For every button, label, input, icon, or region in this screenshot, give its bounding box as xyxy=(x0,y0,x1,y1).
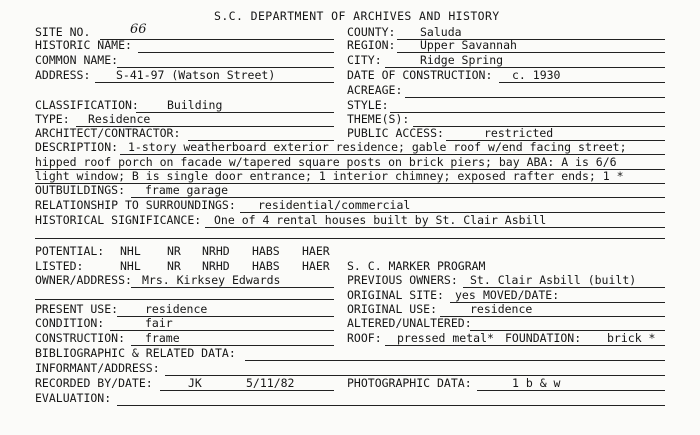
form-header: S.C. DEPARTMENT OF ARCHIVES AND HISTORY xyxy=(214,9,500,23)
potential-label: POTENTIAL: xyxy=(35,244,105,258)
owner-line xyxy=(131,287,334,288)
type-value: Residence xyxy=(88,112,151,126)
recorded-date: 5/11/82 xyxy=(246,376,295,390)
roof-line xyxy=(385,345,665,346)
original-site-value: yes xyxy=(455,288,476,302)
historic-name-label: HISTORIC NAME: xyxy=(35,38,132,52)
classification-line xyxy=(136,112,334,113)
marker-program: S. C. MARKER PROGRAM xyxy=(347,259,486,273)
significance-rule-2 xyxy=(35,238,665,239)
listed-label: LISTED: xyxy=(35,259,84,273)
significance-value: One of 4 rental houses built by St. Clair Asbill xyxy=(214,213,547,227)
previous-owners-value: St. Clair Asbill (built) xyxy=(470,273,637,287)
region-label: REGION: xyxy=(347,38,396,52)
roof-value: pressed metal* xyxy=(397,331,494,345)
foundation-value: brick * xyxy=(607,331,656,345)
city-label: CITY: xyxy=(347,53,382,67)
description-line-3: light window; B is single door entrance; 1 interior chimney; exposed rafter ends; 1 * xyxy=(35,169,624,183)
city-value: Ridge Spring xyxy=(420,53,504,67)
significance-line xyxy=(205,227,665,228)
significance-label: HISTORICAL SIGNIFICANCE: xyxy=(35,213,202,227)
owner-label: OWNER/ADDRESS: xyxy=(35,273,132,287)
description-line-1: 1-story weatherboard exterior residence; gable roof w/end facing street; xyxy=(128,140,627,154)
acreage-label: ACREAGE: xyxy=(347,83,403,97)
potential-nr: NR xyxy=(167,244,181,258)
foundation-label: FOUNDATION: xyxy=(505,331,582,345)
description-rule-3 xyxy=(35,183,665,184)
altered-label: ALTERED/UNALTERED: xyxy=(347,316,472,330)
relationship-label: RELATIONSHIP TO SURROUNDINGS: xyxy=(35,198,236,212)
owner-rule-2 xyxy=(35,299,334,300)
historic-name-line xyxy=(138,52,334,53)
bibliographic-label: BIBLIOGRAPHIC & RELATED DATA: xyxy=(35,346,236,360)
style-label: STYLE: xyxy=(347,98,389,112)
owner-value: Mrs. Kirksey Edwards xyxy=(142,273,281,287)
condition-line xyxy=(110,330,334,331)
outbuildings-value: frame garage xyxy=(145,183,229,197)
evaluation-line xyxy=(117,405,665,406)
potential-haer: HAER xyxy=(302,244,330,258)
address-label: ADDRESS: xyxy=(35,68,91,82)
listed-nhl: NHL xyxy=(120,259,141,273)
description-line-2: hipped roof porch on facade w/tapered square posts on brick piers; bay ABA: A is 6/6 xyxy=(35,155,617,169)
photographic-label: PHOTOGRAPHIC DATA: xyxy=(347,376,472,390)
public-access-label: PUBLIC ACCESS: xyxy=(347,126,444,140)
condition-label: CONDITION: xyxy=(35,316,105,330)
outbuildings-label: OUTBUILDINGS: xyxy=(35,183,126,197)
informant-label: INFORMANT/ADDRESS: xyxy=(35,361,160,375)
bibliographic-line xyxy=(245,360,665,361)
date-construction-value: c. 1930 xyxy=(512,68,561,82)
address-line xyxy=(95,82,334,83)
evaluation-label: EVALUATION: xyxy=(35,391,112,405)
present-use-value: residence xyxy=(145,302,208,316)
region-value: Upper Savannah xyxy=(420,38,517,52)
potential-nhl: NHL xyxy=(120,244,141,258)
classification-value: Building xyxy=(167,98,223,112)
potential-nrhd: NRHD xyxy=(202,244,230,258)
previous-owners-label: PREVIOUS OWNERS: xyxy=(347,273,458,287)
construction-value: frame xyxy=(145,331,180,345)
address-value: S-41-97 (Watson Street) xyxy=(116,68,276,82)
original-site-label: ORIGINAL SITE: xyxy=(347,288,444,302)
classification-label: CLASSIFICATION: xyxy=(35,98,139,112)
date-construction-line xyxy=(499,82,665,83)
description-label: DESCRIPTION: xyxy=(35,140,119,154)
construction-label: CONSTRUCTION: xyxy=(35,331,126,345)
original-use-value: residence xyxy=(470,302,533,316)
common-name-label: COMMON NAME: xyxy=(35,53,119,67)
site-no-value: 66 xyxy=(130,22,147,37)
date-construction-label: DATE OF CONSTRUCTION: xyxy=(347,68,493,82)
style-line xyxy=(390,112,665,113)
county-label: COUNTY: xyxy=(347,25,396,39)
original-use-label: ORIGINAL USE: xyxy=(347,302,438,316)
acreage-line xyxy=(405,97,665,98)
theme-label: THEME(S): xyxy=(347,112,410,126)
condition-value: fair xyxy=(145,316,173,330)
recorded-line xyxy=(160,390,334,391)
county-value: Saluda xyxy=(420,25,462,39)
listed-haer: HAER xyxy=(302,259,330,273)
listed-nrhd: NRHD xyxy=(202,259,230,273)
relationship-value: residential/commercial xyxy=(258,198,411,212)
original-use-line xyxy=(440,316,665,317)
listed-nr: NR xyxy=(167,259,181,273)
recorded-by: JK xyxy=(188,376,202,390)
roof-label: ROOF: xyxy=(347,331,382,345)
site-no-line xyxy=(100,39,334,40)
potential-habs: HABS xyxy=(252,244,280,258)
type-label: TYPE: xyxy=(35,112,70,126)
public-access-value: restricted xyxy=(484,126,554,140)
photographic-value: 1 b & w xyxy=(512,376,561,390)
present-use-label: PRESENT USE: xyxy=(35,302,119,316)
moved-date-label: MOVED/DATE: xyxy=(483,288,560,302)
listed-habs: HABS xyxy=(252,259,280,273)
recorded-label: RECORDED BY/DATE: xyxy=(35,376,153,390)
architect-label: ARCHITECT/CONTRACTOR: xyxy=(35,126,181,140)
site-no-label: SITE NO. xyxy=(35,25,91,39)
photographic-line xyxy=(477,390,665,391)
